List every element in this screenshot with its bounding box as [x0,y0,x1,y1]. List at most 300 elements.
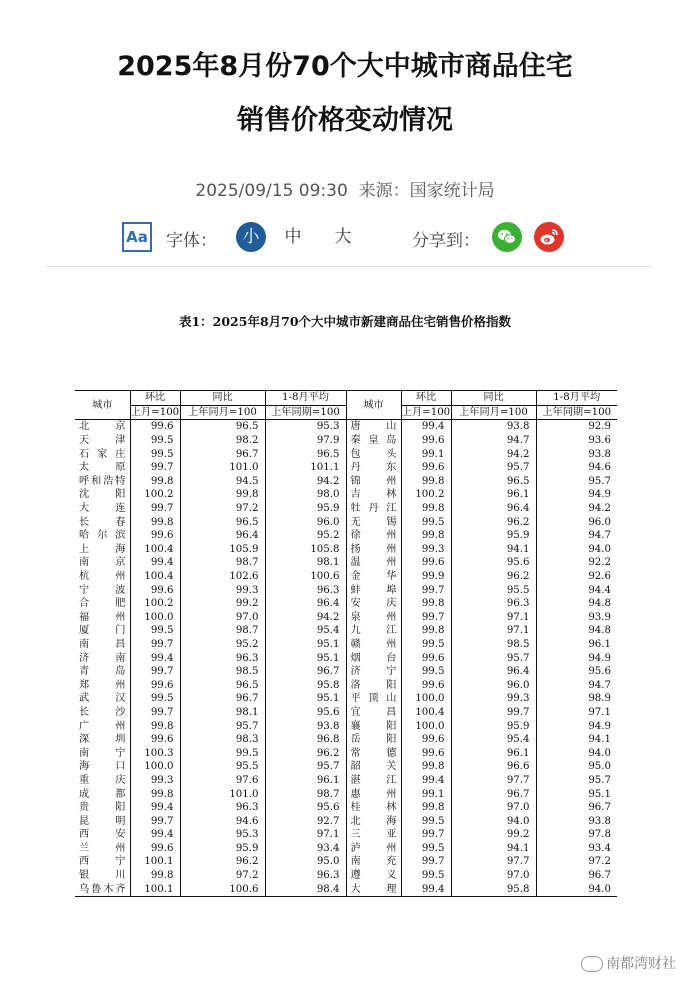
table-row [75,502,617,516]
avg-value: 94.9 [536,719,617,733]
mom-value: 99.8 [130,719,180,733]
font-size-large-button[interactable]: 大 [334,227,352,247]
city-name: 呼和浩特 [79,475,126,487]
header-avg-base: 上年同期=100 [536,405,617,420]
avg-value: 92.7 [265,814,346,828]
avg-value: 95.8 [265,678,346,692]
avg-value: 94.7 [536,529,617,543]
avg-value: 92.6 [536,570,617,584]
mom-value: 100.2 [130,597,180,611]
mom-value: 99.8 [130,787,180,801]
avg-value: 94.4 [536,583,617,597]
city-name: 福州 [79,611,126,623]
header-city: 城市 [346,391,401,420]
city-name: 西宁 [79,856,126,868]
mom-value: 100.2 [401,488,451,502]
mom-value: 99.4 [130,828,180,842]
avg-value: 95.3 [265,420,346,434]
wechat-share-button[interactable] [492,222,522,252]
city-name: 北海 [346,814,401,828]
avg-value: 95.2 [265,529,346,543]
watermark-text: 南都湾财社 [606,956,676,972]
city-name: 成都 [79,788,126,800]
city-name: 桂林 [346,801,401,815]
table-row [75,651,617,665]
mom-value: 100.1 [130,855,180,869]
city-name: 惠州 [346,787,401,801]
weibo-watermark-icon [581,956,603,972]
yoy-value: 94.1 [451,543,536,557]
mom-value: 100.4 [130,570,180,584]
table-row [75,842,617,856]
yoy-value: 101.0 [180,787,265,801]
weibo-icon [534,222,564,252]
yoy-value: 98.7 [180,556,265,570]
mom-value: 99.1 [401,447,451,461]
font-size-icon: Aa [122,222,152,252]
avg-value: 98.0 [265,488,346,502]
mom-value: 99.6 [401,461,451,475]
city-name: 青岛 [79,666,126,678]
city-name: 锦州 [346,475,401,489]
avg-value: 92.9 [536,420,617,434]
avg-value: 93.8 [536,447,617,461]
avg-value: 96.2 [265,746,346,760]
table-row [75,733,617,747]
reader-toolbar [122,222,572,254]
city-name: 兰州 [79,842,126,854]
avg-value: 95.9 [265,502,346,516]
yoy-value: 99.2 [451,828,536,842]
yoy-value: 97.1 [451,611,536,625]
font-size-small-button[interactable]: 小 [236,222,266,252]
mom-value: 100.4 [130,543,180,557]
yoy-value: 99.5 [180,746,265,760]
city-name: 三亚 [346,828,401,842]
avg-value: 98.7 [265,787,346,801]
header-mom: 环比 [401,391,451,406]
table-row [75,488,617,502]
avg-value: 96.3 [265,583,346,597]
yoy-value: 95.9 [451,719,536,733]
yoy-value: 97.0 [451,869,536,883]
mom-value: 99.6 [401,746,451,760]
city-name: 韶关 [346,760,401,774]
city-name: 银川 [79,870,126,882]
header-mom-base: 上月=100 [401,406,451,418]
city-name: 石家庄 [79,448,126,460]
table-row [75,692,617,706]
city-name: 长春 [79,516,126,528]
yoy-value: 96.2 [451,515,536,529]
mom-value: 99.6 [130,678,180,692]
table-row [75,706,617,720]
mom-value: 99.5 [401,638,451,652]
table-row [75,678,617,692]
city-name: 秦皇岛 [346,434,401,448]
yoy-value: 97.0 [180,611,265,625]
city-name: 郑州 [79,679,126,691]
mom-value: 99.6 [130,583,180,597]
yoy-value: 98.1 [180,706,265,720]
city-name: 湛江 [346,774,401,788]
header-mom: 环比 [130,391,180,406]
avg-value: 97.2 [536,855,617,869]
city-name: 南京 [79,557,126,569]
mom-value: 99.5 [401,842,451,856]
table-row [75,882,617,896]
avg-value: 93.4 [536,842,617,856]
yoy-value: 95.2 [180,638,265,652]
table-row [75,447,617,461]
avg-value: 95.6 [265,706,346,720]
mom-value: 100.2 [130,488,180,502]
mom-value: 99.6 [401,651,451,665]
table-row [75,611,617,625]
table-row [75,814,617,828]
city-name: 包头 [346,447,401,461]
yoy-value: 95.4 [451,733,536,747]
yoy-value: 94.2 [451,447,536,461]
city-name: 金华 [346,570,401,584]
yoy-value: 100.6 [180,882,265,896]
city-name: 合肥 [79,598,126,610]
font-size-medium-button[interactable]: 中 [284,227,302,247]
mom-value: 99.8 [401,597,451,611]
avg-value: 98.1 [265,556,346,570]
city-name: 丹东 [346,461,401,475]
avg-value: 95.7 [536,475,617,489]
share-label: 分享到： [412,231,480,251]
yoy-value: 98.5 [180,665,265,679]
yoy-value: 97.2 [180,502,265,516]
yoy-value: 95.5 [451,583,536,597]
yoy-value: 95.5 [180,760,265,774]
mom-value: 99.7 [401,828,451,842]
city-name: 大连 [79,503,126,515]
yoy-value: 98.7 [180,624,265,638]
table-row [75,461,617,475]
mom-value: 99.6 [130,733,180,747]
mom-value: 99.6 [130,529,180,543]
header-yoy-base: 上年同月=100 [451,405,536,420]
city-name: 西安 [79,829,126,841]
avg-value: 96.1 [536,638,617,652]
city-name: 武汉 [79,693,126,705]
yoy-value: 96.1 [451,488,536,502]
avg-value: 96.5 [265,447,346,461]
yoy-value: 96.3 [451,597,536,611]
city-name: 蚌埠 [346,583,401,597]
mom-value: 100.0 [130,760,180,774]
article-title-line1: 2025年8月份70个大中城市商品住宅 [117,51,573,82]
city-name: 贵阳 [79,802,126,814]
yoy-value: 102.6 [180,570,265,584]
mom-value: 99.7 [401,855,451,869]
avg-value: 95.1 [265,692,346,706]
mom-value: 99.4 [130,801,180,815]
mom-value: 99.3 [130,774,180,788]
mom-value: 99.7 [130,461,180,475]
table-row [75,828,617,842]
city-name: 天津 [79,435,126,447]
yoy-value: 96.5 [180,420,265,434]
avg-value: 96.4 [265,597,346,611]
yoy-value: 95.9 [451,529,536,543]
avg-value: 95.1 [536,787,617,801]
avg-value: 94.2 [536,502,617,516]
mom-value: 100.0 [401,719,451,733]
mom-value: 99.7 [130,665,180,679]
table-row [75,583,617,597]
mom-value: 99.1 [401,787,451,801]
city-name: 常德 [346,746,401,760]
avg-value: 98.9 [536,692,617,706]
mom-value: 99.8 [130,869,180,883]
avg-value: 92.2 [536,556,617,570]
price-index-table [75,390,617,897]
avg-value: 94.9 [536,651,617,665]
city-name: 重庆 [79,774,126,786]
avg-value: 94.8 [536,624,617,638]
city-name: 太原 [79,462,126,474]
avg-value: 96.0 [536,515,617,529]
city-name: 宜昌 [346,706,401,720]
mom-value: 99.7 [401,611,451,625]
table-row [75,570,617,584]
city-name: 赣州 [346,638,401,652]
mom-value: 99.5 [130,434,180,448]
mom-value: 99.6 [401,733,451,747]
mom-value: 99.3 [401,543,451,557]
avg-value: 93.8 [265,719,346,733]
yoy-value: 95.6 [451,556,536,570]
avg-value: 95.0 [265,855,346,869]
avg-value: 96.8 [265,733,346,747]
yoy-value: 96.4 [180,529,265,543]
avg-value: 97.9 [265,434,346,448]
table-row [75,420,617,434]
yoy-value: 95.7 [451,651,536,665]
avg-value: 94.2 [265,475,346,489]
yoy-value: 96.4 [451,665,536,679]
city-name: 无锡 [346,515,401,529]
mom-value: 99.7 [130,502,180,516]
avg-value: 96.7 [265,665,346,679]
table-caption: 表1：2025年8月70个大中城市新建商品住宅销售价格指数 [178,314,512,329]
yoy-value: 99.8 [180,488,265,502]
avg-value: 96.7 [536,869,617,883]
city-name: 乌鲁木齐 [75,882,130,896]
city-name: 泸州 [346,842,401,856]
mom-value: 99.5 [130,624,180,638]
avg-value: 97.8 [536,828,617,842]
mom-value: 99.8 [401,760,451,774]
table-row [75,719,617,733]
table-row [75,638,617,652]
mom-value: 99.4 [401,882,451,896]
mom-value: 100.1 [130,882,180,896]
avg-value: 94.1 [536,733,617,747]
yoy-value: 96.5 [180,678,265,692]
city-name: 安庆 [346,597,401,611]
city-name: 长沙 [79,706,126,718]
table-row [75,434,617,448]
yoy-value: 105.9 [180,543,265,557]
yoy-value: 96.3 [180,651,265,665]
city-name: 济宁 [346,665,401,679]
mom-value: 99.8 [401,475,451,489]
mom-value: 99.6 [401,678,451,692]
table-row [75,597,617,611]
avg-value: 94.0 [536,543,617,557]
yoy-value: 97.0 [451,801,536,815]
yoy-value: 96.6 [451,760,536,774]
avg-value: 95.0 [536,760,617,774]
header-yoy: 同比 [180,391,265,406]
header-avg: 1-8月平均 [265,391,346,406]
avg-value: 95.1 [265,638,346,652]
mom-value: 100.0 [401,692,451,706]
mom-value: 100.0 [130,611,180,625]
avg-value: 95.7 [536,774,617,788]
city-name: 平顶山 [346,692,401,706]
yoy-value: 95.9 [180,842,265,856]
mom-value: 99.6 [401,556,451,570]
avg-value: 100.6 [265,570,346,584]
yoy-value: 94.5 [180,475,265,489]
mom-value: 99.6 [401,434,451,448]
mom-value: 99.8 [130,475,180,489]
yoy-value: 95.7 [451,461,536,475]
mom-value: 99.5 [130,692,180,706]
yoy-value: 98.5 [451,638,536,652]
yoy-value: 95.7 [180,719,265,733]
yoy-value: 97.7 [451,774,536,788]
mom-value: 100.4 [401,706,451,720]
yoy-value: 99.3 [451,692,536,706]
table-row [75,774,617,788]
yoy-value: 101.0 [180,461,265,475]
city-name: 扬州 [346,543,401,557]
avg-value: 94.0 [536,746,617,760]
table-row [75,869,617,883]
yoy-value: 96.2 [451,570,536,584]
yoy-value: 96.4 [451,502,536,516]
city-name: 沈阳 [79,489,126,501]
city-name: 杭州 [79,571,126,583]
yoy-value: 99.7 [451,706,536,720]
article-meta: 2025/09/15 09:30 来源：国家统计局 [195,181,495,201]
yoy-value: 97.6 [180,774,265,788]
mom-value: 99.4 [130,651,180,665]
city-name: 烟台 [346,651,401,665]
mom-value: 99.7 [130,814,180,828]
yoy-value: 97.2 [180,869,265,883]
avg-value: 94.2 [265,611,346,625]
wechat-icon [492,222,522,252]
avg-value: 94.8 [536,597,617,611]
yoy-value: 95.3 [180,828,265,842]
yoy-value: 96.3 [180,801,265,815]
header-yoy-base: 上年同月=100 [180,405,265,420]
avg-value: 98.4 [265,882,346,896]
yoy-value: 99.3 [180,583,265,597]
avg-value: 93.4 [265,842,346,856]
city-name: 岳阳 [346,733,401,747]
avg-value: 97.1 [536,706,617,720]
yoy-value: 98.3 [180,733,265,747]
avg-value: 95.6 [265,801,346,815]
table-row [75,855,617,869]
city-name: 襄阳 [346,719,401,733]
city-name: 吉林 [346,488,401,502]
yoy-value: 98.2 [180,434,265,448]
mom-value: 99.8 [401,624,451,638]
header-mom-base: 上月=100 [130,406,180,418]
yoy-value: 94.7 [451,434,536,448]
yoy-value: 94.0 [451,814,536,828]
city-name: 济南 [79,652,126,664]
yoy-value: 96.1 [451,746,536,760]
table-row [75,746,617,760]
mom-value: 99.6 [130,842,180,856]
table-row [75,760,617,774]
weibo-share-button[interactable] [534,222,564,252]
header-avg: 1-8月平均 [536,391,617,406]
mom-value: 99.8 [401,502,451,516]
avg-value: 96.0 [265,515,346,529]
yoy-value: 96.7 [451,787,536,801]
city-name: 哈尔滨 [79,530,126,542]
yoy-value: 96.2 [180,855,265,869]
avg-value: 105.8 [265,543,346,557]
table-row [75,529,617,543]
mom-value: 99.9 [401,570,451,584]
avg-value: 96.7 [536,801,617,815]
header-yoy: 同比 [451,391,536,406]
city-name: 海口 [79,761,126,773]
mom-value: 99.5 [130,447,180,461]
yoy-value: 99.2 [180,597,265,611]
avg-value: 95.6 [536,665,617,679]
avg-value: 96.1 [265,774,346,788]
mom-value: 99.5 [401,515,451,529]
table-row [75,556,617,570]
city-name: 大理 [346,882,401,896]
avg-value: 101.1 [265,461,346,475]
table-row [75,787,617,801]
avg-value: 94.9 [536,488,617,502]
mom-value: 99.5 [401,665,451,679]
watermark [581,953,676,973]
yoy-value: 96.7 [180,692,265,706]
mom-value: 99.7 [401,583,451,597]
city-name: 北京 [79,421,126,433]
avg-value: 93.8 [536,814,617,828]
yoy-value: 97.7 [451,855,536,869]
city-name: 唐山 [346,420,401,434]
avg-value: 94.7 [536,678,617,692]
city-name: 温州 [346,556,401,570]
yoy-value: 94.6 [180,814,265,828]
article-title-line2: 销售价格变动情况 [237,105,453,136]
mom-value: 99.8 [401,801,451,815]
mom-value: 99.5 [401,869,451,883]
mom-value: 99.4 [401,774,451,788]
mom-value: 99.4 [401,420,451,434]
divider [46,266,652,267]
